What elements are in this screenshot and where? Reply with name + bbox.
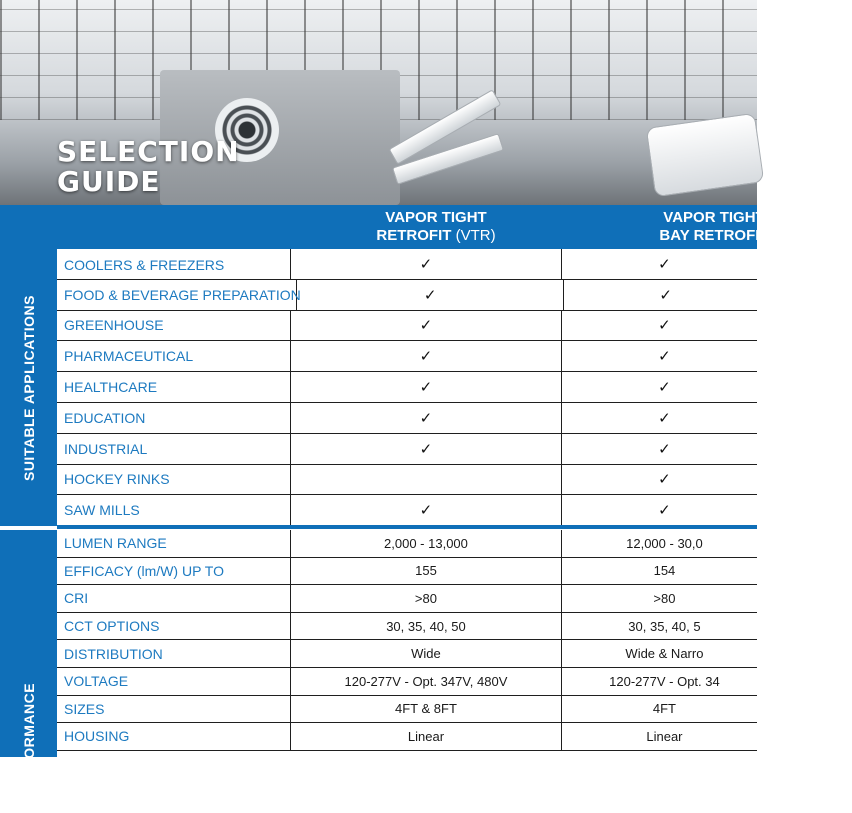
- checkmark-icon: ✓: [419, 408, 433, 427]
- application-value-vtbr: [562, 311, 757, 341]
- application-row: [57, 280, 757, 311]
- performance-row-label: VOLTAGE: [57, 668, 291, 695]
- page-title: [57, 137, 240, 197]
- checkmark-icon: ✓: [658, 316, 671, 335]
- performance-value-vtbr: 12,000 - 30,0: [626, 535, 703, 551]
- application-row-label: SAW MILLS: [57, 495, 291, 525]
- column-header-line2: BAY RETROFIT: [659, 227, 769, 244]
- checkmark-icon: ✓: [658, 378, 671, 397]
- performance-row: [57, 640, 757, 668]
- page-title-line1: SELECTION: [57, 135, 240, 168]
- checkmark-icon: ✓: [659, 285, 672, 304]
- checkmark-icon: ✓: [658, 470, 671, 489]
- performance-value-vtr: >80: [291, 585, 562, 612]
- performance-value-vtr: 30, 35, 40, 50: [291, 613, 562, 640]
- bay-fixture-image: [646, 113, 765, 198]
- performance-value-vtbr: 30, 35, 40, 5: [628, 618, 701, 634]
- application-row: [57, 434, 757, 465]
- application-row-label: PHARMACEUTICAL: [57, 341, 291, 371]
- page-title-line2: GUIDE: [57, 165, 161, 198]
- application-row-label: COOLERS & FREEZERS: [57, 249, 291, 279]
- checkmark-icon: ✓: [419, 378, 433, 397]
- column-header-vtr: [298, 209, 574, 245]
- column-header-line1: VAPOR TIGHT: [663, 209, 765, 226]
- applications-section-label: SUITABLE APPLICATIONS: [20, 294, 37, 481]
- checkmark-icon: ✓: [419, 316, 433, 335]
- performance-side-bar: [0, 530, 57, 813]
- application-row-label: FOOD & BEVERAGE PREPARATION: [57, 280, 297, 310]
- checkmark-icon: ✓: [658, 439, 671, 458]
- performance-row: [57, 558, 757, 586]
- performance-row-label: EFFICACY (lm/W) UP TO: [57, 558, 291, 585]
- performance-value-vtr: 2,000 - 13,000: [291, 530, 562, 557]
- performance-row: [57, 530, 757, 558]
- performance-row-label: LUMEN RANGE: [57, 530, 291, 557]
- application-value-vtr: [297, 280, 564, 310]
- performance-value-vtr: 155: [291, 558, 562, 585]
- application-value-vtbr: [562, 372, 757, 402]
- application-row-label: GREENHOUSE: [57, 311, 291, 341]
- checkmark-icon: ✓: [423, 285, 437, 304]
- column-header-line2: RETROFIT (VTR): [376, 227, 496, 244]
- performance-value-vtr: Linear: [291, 723, 562, 750]
- checkmark-icon: ✓: [658, 501, 671, 520]
- application-row: [57, 403, 757, 434]
- performance-row-label: CRI: [57, 585, 291, 612]
- application-row-label: EDUCATION: [57, 403, 291, 433]
- application-row: [57, 249, 757, 280]
- application-value-vtr: [291, 495, 562, 525]
- performance-row-label: CCT OPTIONS: [57, 613, 291, 640]
- application-row-label: INDUSTRIAL: [57, 434, 291, 464]
- checkmark-icon: ✓: [419, 347, 433, 366]
- application-row: [57, 372, 757, 403]
- application-row-label: HOCKEY RINKS: [57, 465, 291, 495]
- application-value-vtbr: [562, 465, 757, 495]
- column-header-band: [0, 205, 769, 249]
- performance-row: [57, 723, 757, 751]
- performance-row-label: SIZES: [57, 696, 291, 723]
- checkmark-icon: ✓: [419, 439, 433, 458]
- application-value-vtr: [291, 465, 562, 495]
- application-value-vtbr: [562, 249, 757, 279]
- application-value-vtbr: [562, 495, 757, 525]
- section-divider: [57, 525, 757, 529]
- performance-value-vtbr: Wide & Narro: [625, 646, 704, 662]
- application-value-vtr: [291, 434, 562, 464]
- application-row: [57, 341, 757, 372]
- column-header-line1: VAPOR TIGHT: [385, 209, 487, 226]
- application-row: [57, 495, 757, 526]
- performance-row: [57, 668, 757, 696]
- application-row: [57, 311, 757, 342]
- applications-table: [57, 249, 757, 526]
- applications-side-bar: [0, 249, 57, 526]
- performance-row: [57, 696, 757, 724]
- application-value-vtbr: [564, 280, 757, 310]
- performance-row: [57, 613, 757, 641]
- application-value-vtbr: [562, 403, 757, 433]
- checkmark-icon: ✓: [658, 254, 671, 273]
- performance-value-vtbr: Linear: [646, 728, 683, 744]
- performance-row-label: HOUSING: [57, 723, 291, 750]
- application-value-vtr: [291, 403, 562, 433]
- performance-value-vtbr: 154: [653, 563, 676, 579]
- checkmark-icon: ✓: [658, 347, 671, 366]
- application-row-label: HEALTHCARE: [57, 372, 291, 402]
- application-value-vtr: [291, 372, 562, 402]
- application-value-vtbr: [562, 341, 757, 371]
- performance-row-label: DISTRIBUTION: [57, 640, 291, 667]
- performance-value-vtbr: 120-277V - Opt. 34: [609, 673, 720, 689]
- performance-value-vtbr: >80: [653, 590, 676, 606]
- application-value-vtbr: [562, 434, 757, 464]
- checkmark-icon: ✓: [658, 408, 671, 427]
- application-value-vtr: [291, 311, 562, 341]
- checkmark-icon: ✓: [419, 501, 433, 520]
- performance-value-vtr: 120-277V - Opt. 347V, 480V: [291, 668, 562, 695]
- performance-table: [57, 530, 757, 751]
- performance-value-vtr: 4FT & 8FT: [291, 696, 562, 723]
- performance-row: [57, 585, 757, 613]
- application-row: [57, 465, 757, 496]
- application-value-vtr: [291, 249, 562, 279]
- checkmark-icon: ✓: [419, 254, 433, 273]
- performance-section-label: & PERFORMANCE: [20, 682, 37, 813]
- application-value-vtr: [291, 341, 562, 371]
- hero-banner: [0, 0, 757, 205]
- performance-value-vtbr: 4FT: [652, 701, 676, 717]
- performance-value-vtr: Wide: [291, 640, 562, 667]
- column-header-vtbr: [576, 209, 852, 245]
